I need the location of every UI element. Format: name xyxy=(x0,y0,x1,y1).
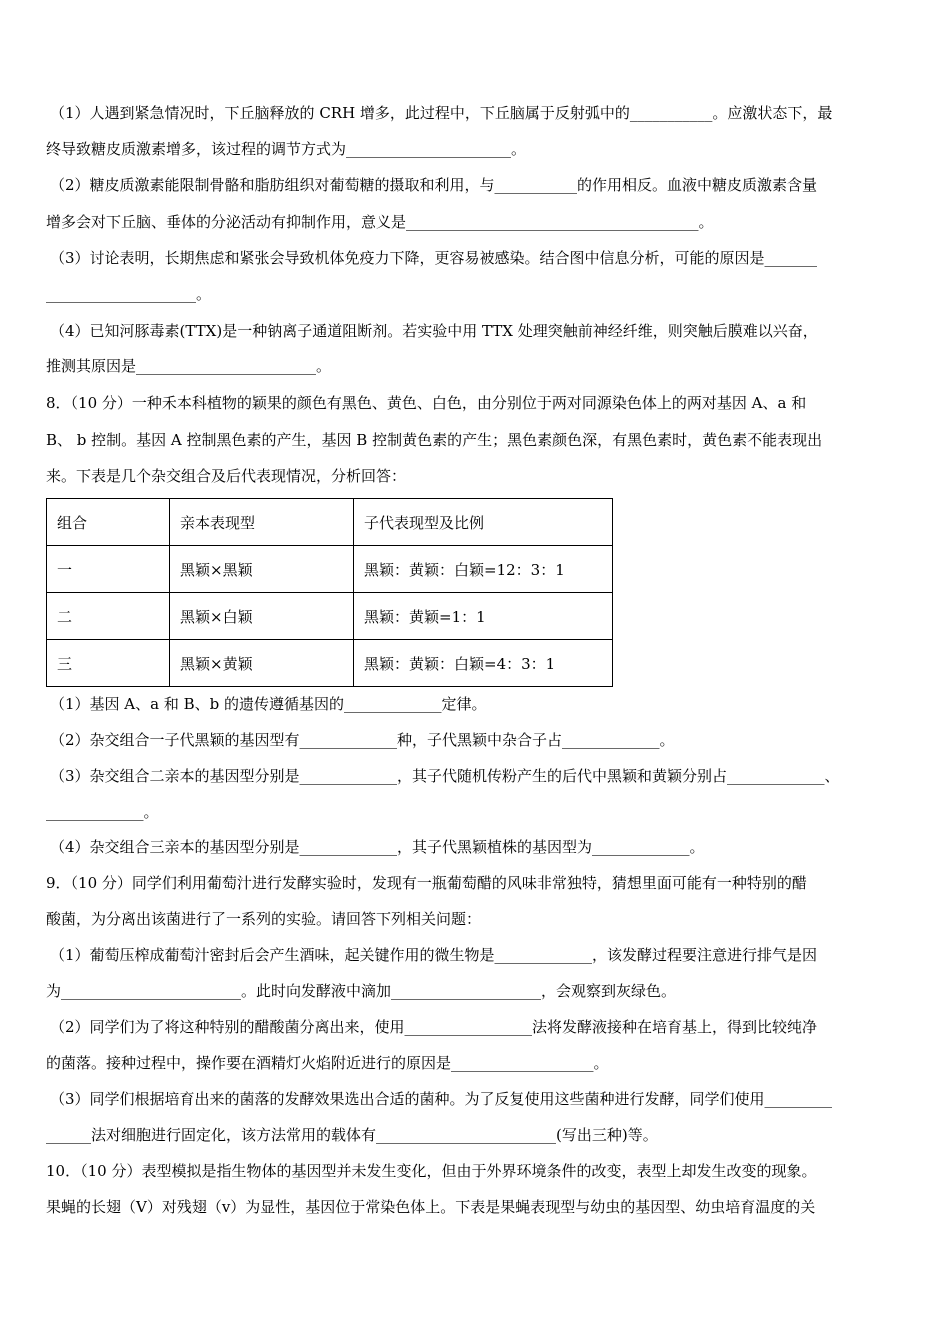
q9-subquestion-1-line2: 为________________________。此时向发酵液中滴加____________________，会观察到灰绿色。 xyxy=(46,982,677,1000)
q9-stem-line1: 9．（10 分）同学们利用葡萄汁进行发酵实验时，发现有一瓶葡萄醋的风味非常独特，猜想里面可能有一种特别的醋 xyxy=(46,874,807,892)
q7-part3-line1: （3）讨论表明，长期焦虑和紧张会导致机体免疫力下降，更容易被感染。结合图中信息分析，可能的原因是_______ xyxy=(50,249,818,267)
q10-stem-line1: 10．（10 分）表型模拟是指生物体的基因型并未发生变化，但由于外界环境条件的改变，表型上却发生改变的现象。 xyxy=(46,1162,817,1180)
q9-subquestion-2-line1: （2）同学们为了将这种特别的醋酸菌分离出来，使用_________________法将发酵液接种在培育基上，得到比较纯净 xyxy=(50,1018,818,1036)
q7-part2-line1: （2）糖皮质激素能限制骨骼和脂肪组织对葡萄糖的摄取和利用，与___________的作用相反。血液中糖皮质激素含量 xyxy=(50,176,818,194)
table-cell: 黑颖：黄颖：白颖=4：3：1 xyxy=(354,640,613,687)
table-cell: 黑颖×黄颖 xyxy=(170,640,354,687)
table-header-cell: 子代表现型及比例 xyxy=(354,499,613,546)
table-cell: 黑颖×白颖 xyxy=(170,593,354,640)
table-row xyxy=(47,546,613,593)
q8-subquestion-3-line2: _____________。 xyxy=(46,803,159,821)
table-row xyxy=(47,640,613,687)
table-cell: 黑颖×黑颖 xyxy=(170,546,354,593)
q8-stem-line2: B、 b 控制。基因 A 控制黑色素的产生，基因 B 控制黄色素的产生；黑色素颜色深，有黑色素时，黄色素不能表现出 xyxy=(46,431,823,449)
q8-stem-line1: 8．（10 分）一种禾本科植物的颖果的颜色有黑色、黄色、白色，由分别位于两对同源染色体上的两对基因 A、a 和 xyxy=(46,394,807,412)
q7-part4-line2: 推测其原因是________________________。 xyxy=(46,357,332,375)
table-row xyxy=(47,593,613,640)
q9-stem-line2: 酸菌，为分离出该菌进行了一系列的实验。请回答下列相关问题： xyxy=(46,910,482,928)
q9-subquestion-3-line2: ______法对细胞进行固定化，该方法常用的载体有________________________(写出三种)等。 xyxy=(46,1126,658,1144)
q7-part4-line1: （4）已知河豚毒素(TTX)是一种钠离子通道阻断剂。若实验中用 TTX 处理突触前神经纤维，则突触后膜难以兴奋， xyxy=(50,322,818,340)
q8-subquestion-2: （2）杂交组合一子代黑颖的基因型有_____________种，子代黑颖中杂合子占_____________。 xyxy=(50,731,675,749)
q9-subquestion-3-line1: （3）同学们根据培育出来的菌落的发酵效果选出合适的菌种。为了反复使用这些菌种进行发酵，同学们使用_________ xyxy=(50,1090,833,1108)
table-cell: 二 xyxy=(47,593,170,640)
q7-part1-line1: （1）人遇到紧急情况时，下丘脑释放的 CRH 增多，此过程中，下丘脑属于反射弧中的___________。应激状态下，最 xyxy=(50,104,833,122)
q8-cross-table xyxy=(46,498,613,687)
q10-stem-line2: 果蝇的长翅（V）对残翅（v）为显性，基因位于常染色体上。下表是果蝇表现型与幼虫的基因型、幼虫培育温度的关 xyxy=(46,1198,816,1216)
q8-subquestion-1: （1）基因 A、a 和 B、b 的遗传遵循基因的_____________定律。 xyxy=(50,695,487,713)
q8-subquestion-3-line1: （3）杂交组合二亲本的基因型分别是_____________，其子代随机传粉产生的后代中黑颖和黄颖分别占_____________、 xyxy=(50,767,840,785)
table-cell: 黑颖：黄颖=1：1 xyxy=(354,593,613,640)
table-cell: 一 xyxy=(47,546,170,593)
table-header-cell: 亲本表现型 xyxy=(170,499,354,546)
table-cell: 黑颖：黄颖：白颖=12：3：1 xyxy=(354,546,613,593)
q8-subquestion-4: （4）杂交组合三亲本的基因型分别是_____________，其子代黑颖植株的基因型为_____________。 xyxy=(50,838,705,856)
q7-part3-line2: ____________________。 xyxy=(46,285,212,303)
table-header-cell: 组合 xyxy=(47,499,170,546)
q9-subquestion-2-line2: 的菌落。接种过程中，操作要在酒精灯火焰附近进行的原因是___________________。 xyxy=(46,1054,609,1072)
q7-part2-line2: 增多会对下丘脑、垂体的分泌活动有抑制作用，意义是_______________________________________。 xyxy=(46,213,714,231)
table-header-row xyxy=(47,499,613,546)
q7-part1-line2: 终导致糖皮质激素增多，该过程的调节方式为______________________。 xyxy=(46,140,527,158)
table-cell: 三 xyxy=(47,640,170,687)
q8-stem-line3: 来。下表是几个杂交组合及后代表现情况，分析回答： xyxy=(46,467,407,485)
q9-subquestion-1-line1: （1）葡萄压榨成葡萄汁密封后会产生酒味，起关键作用的微生物是_____________，该发酵过程要注意进行排气是因 xyxy=(50,946,818,964)
